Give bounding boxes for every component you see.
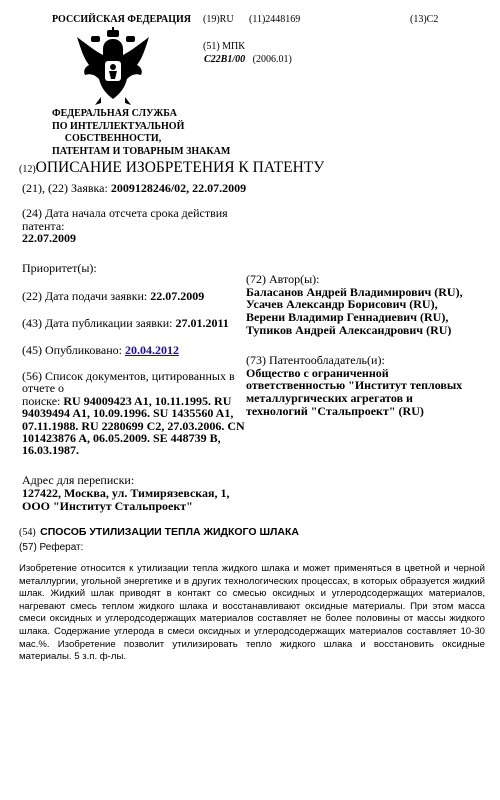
priority-label: Приоритет(ы):: [22, 261, 97, 275]
published-date: [22, 343, 179, 358]
cited-line: 16.03.1987.: [22, 443, 79, 458]
agency-line: СОБСТВЕННОСТИ,: [64, 133, 162, 144]
published-date-link[interactable]: 20.04.2012: [124, 343, 179, 357]
invention-title: [19, 522, 299, 540]
cited-label: отчете о: [22, 381, 65, 396]
ipc-version: (2006.01): [252, 54, 292, 65]
owner-line: металлургических агрегатов и: [246, 391, 413, 406]
patent-number-value: 2448169: [265, 14, 301, 25]
agency-name: [52, 108, 231, 158]
owner-label: (73) Патентообладатель(и):: [246, 353, 385, 367]
application-info: [22, 181, 246, 196]
cited-documents: [22, 370, 245, 457]
cited-label: поиске:: [22, 393, 61, 408]
inid-code-11: (11): [249, 14, 266, 25]
agency-line: ПО ИНТЕЛЛЕКТУАЛЬНОЙ: [52, 120, 185, 132]
country-code-value: RU: [219, 14, 234, 25]
abstract-label: (57) Реферат:: [19, 542, 84, 553]
published-label: (45) Опубликовано:: [22, 343, 122, 357]
author-name: Верени Владимир Геннадиевич (RU),: [246, 310, 449, 325]
author-name: Тупиков Андрей Александрович (RU): [246, 322, 452, 337]
address-line: 127422, Москва, ул. Тимирязевская, 1,: [22, 486, 230, 500]
cited-line: 101423876 A, 06.05.2009. SE 448739 B,: [22, 431, 221, 446]
cited-line: RU 94009423 A1, 10.11.1995. RU: [63, 393, 232, 408]
cited-label: (56) Список документов, цитированных в: [22, 369, 235, 383]
publication-date: [22, 316, 229, 331]
inid-code-13: (13): [410, 14, 427, 25]
application-value: 2009128246/02, 22.07.2009: [110, 181, 247, 195]
invention-title-text: СПОСОБ УТИЛИЗАЦИИ ТЕПЛА ЖИДКОГО ШЛАКА: [40, 526, 299, 538]
ipc-class: C22B1/00: [204, 54, 246, 65]
term-start-value: 22.07.2009: [22, 231, 76, 245]
country-name: РОССИЙСКАЯ ФЕДЕРАЦИЯ: [52, 14, 192, 25]
owner-line: Общество с ограниченной: [246, 365, 389, 380]
inid-code-12: (12): [19, 164, 36, 175]
address-label: Адрес для переписки:: [22, 473, 135, 487]
filing-label: (22) Дата подачи заявки:: [22, 289, 148, 303]
kind-code-value: C2: [426, 14, 439, 25]
authors-block: [246, 273, 463, 337]
address-line: ООО "Институт Стальпроект": [22, 499, 193, 513]
document-title-text: ОПИСАНИЕ ИЗОБРЕТЕНИЯ К ПАТЕНТУ: [35, 159, 325, 176]
patent-owner-block: [246, 354, 462, 418]
abstract-text: Изобретение относится к утилизации тепла жидкого шлака и может применяться в цветной и черной металлургии, угольной энергетике и в других технологических процессах, в которых образуется жидкий шлак. Жидкий шлак приводят в контакт со смесью оксидных и углеродсодержащих материалов, нагревают смесь теплом жидкого шлака и восстанавливают оксидные материалы. При этом масса смеси оксидных и углеродсодержащих материалов составляет не более половины от массы жидкого шлака. Содержание углерода в смеси оксидных и углеродсодержащих материалов составляет 10-30 мас.%. Изобретение позволит утилизировать тепло жидкого шлака и восстановить оксидные материалы. 5 з.п. ф-лы.: [19, 563, 485, 663]
author-name: Баласанов Андрей Владимирович (RU),: [246, 284, 463, 299]
cited-line: 94039494 A1, 10.09.1996. SU 1435560 A1,: [22, 406, 234, 421]
filing-date: [22, 289, 204, 304]
correspondence-address: [22, 474, 230, 513]
kind-code: [410, 14, 438, 25]
term-start-label: (24) Дата начала отсчета срока действия: [22, 206, 228, 220]
term-start-label: патента:: [22, 218, 65, 233]
owner-line: технологий "Стальпроект" (RU): [246, 403, 424, 418]
authors-label: (72) Автор(ы):: [246, 272, 320, 286]
agency-line: ПАТЕНТАМ И ТОВАРНЫМ ЗНАКАМ: [52, 145, 231, 157]
ipc-classification: [204, 54, 292, 65]
ipc-label: (51) МПК: [203, 41, 245, 52]
publication-label: (43) Дата публикации заявки:: [22, 316, 173, 330]
cited-line: 07.11.1988. RU 2280699 C2, 27.03.2006. CN: [22, 418, 245, 433]
application-label: (21), (22) Заявка:: [22, 181, 108, 195]
owner-line: ответственностью "Институт тепловых: [246, 378, 463, 393]
publication-value: 27.01.2011: [175, 316, 229, 330]
inid-code-54: (54): [19, 527, 36, 538]
country-code: [203, 14, 234, 25]
patent-number: [249, 14, 300, 25]
agency-line: ФЕДЕРАЛЬНАЯ СЛУЖБА: [52, 108, 177, 119]
coat-of-arms-emblem: [73, 27, 153, 107]
term-start: [22, 207, 228, 245]
filing-value: 22.07.2009: [150, 289, 205, 303]
document-title: [19, 159, 324, 177]
author-name: Усачев Александр Борисович (RU),: [246, 297, 438, 312]
inid-code-19: (19): [203, 14, 220, 25]
